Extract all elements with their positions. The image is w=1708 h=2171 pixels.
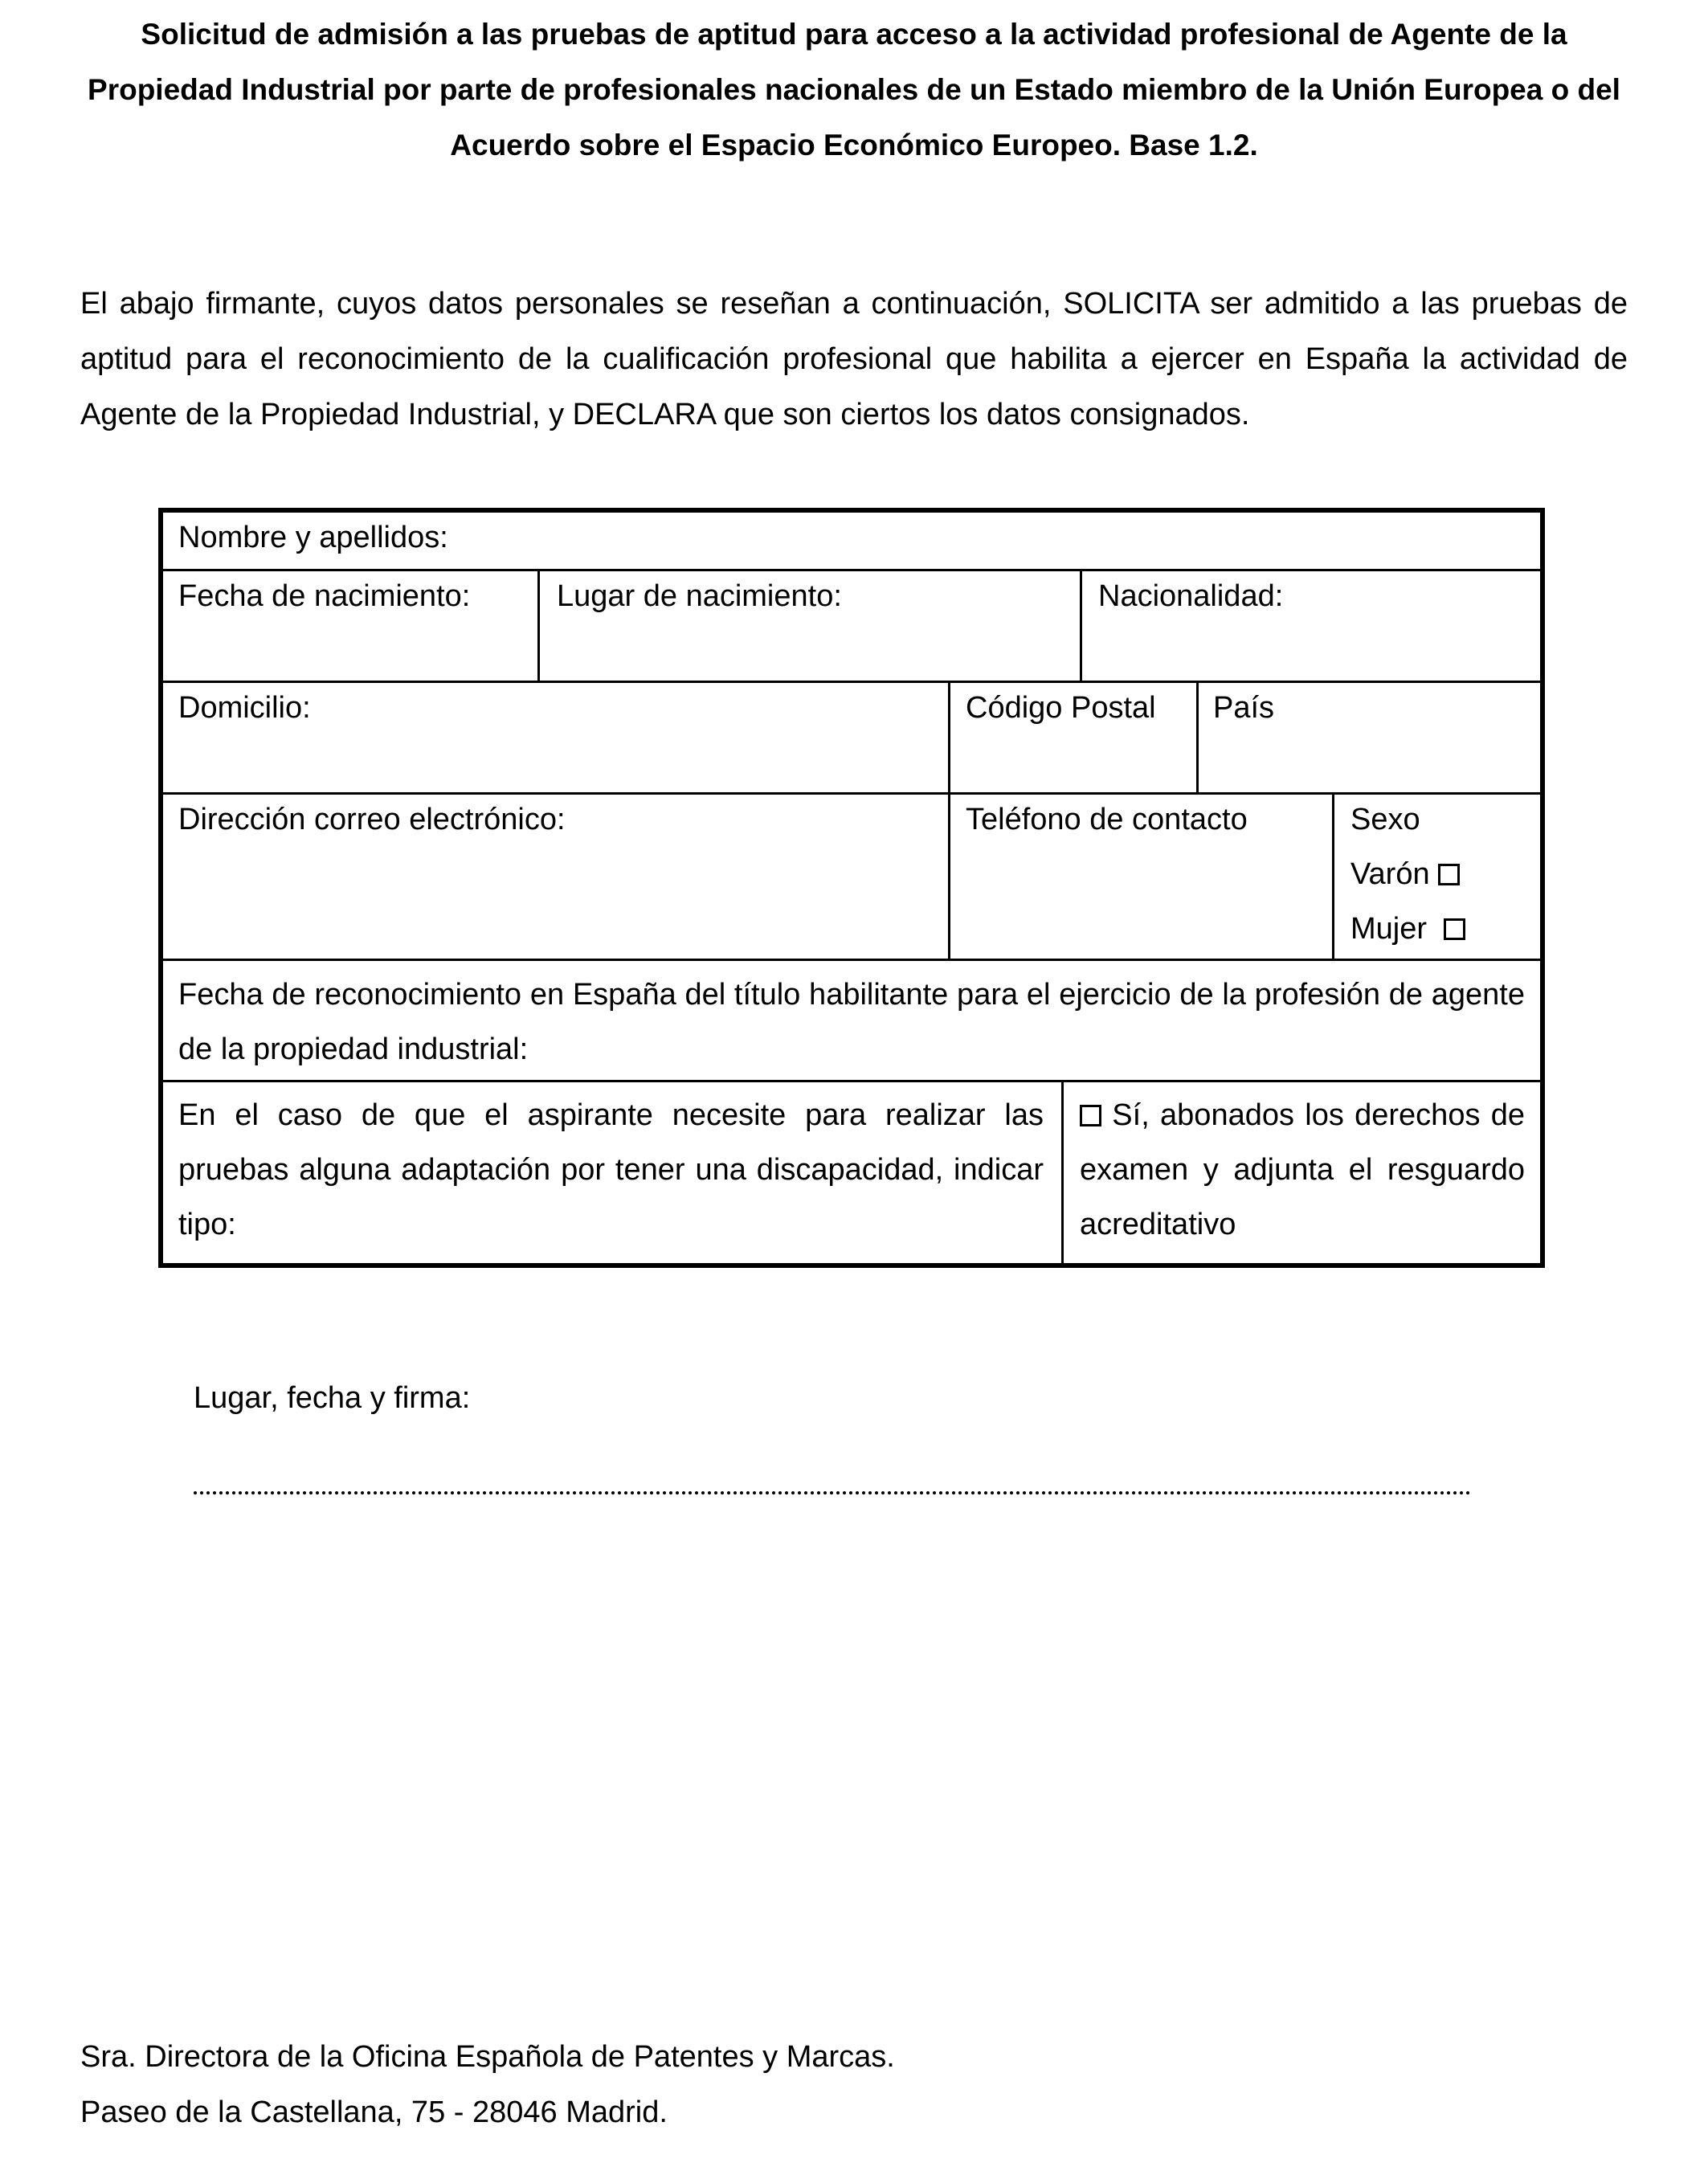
signature-line[interactable] [194,1486,1471,1494]
sexo-label: Sexo [1350,803,1420,836]
pais-field[interactable]: País [1213,691,1275,725]
sexo-group [1350,792,1465,956]
row-divider [163,681,1540,683]
footer-recipient: Sra. Directora de la Oficina Española de Patentes y Marcas. [80,2040,895,2074]
nombre-field[interactable]: Nombre y apellidos: [178,521,448,554]
mujer-option[interactable] [1350,902,1465,956]
derechos-label: Sí, abonados los derechos de examen y adjunta el resguardo acreditativo [1080,1098,1526,1241]
column-divider [1332,792,1334,960]
footer-address [80,2030,895,2140]
telefono-field[interactable]: Teléfono de contacto [966,803,1248,836]
application-form [158,508,1545,1268]
derechos-option[interactable] [1080,1088,1525,1252]
email-field[interactable]: Dirección correo electrónico: [178,803,566,836]
domicilio-field[interactable]: Domicilio: [178,691,311,725]
intro-paragraph: El abajo firmante, cuyos datos personales se reseñan a continuación, SOLICITA ser admitido a las pruebas de aptitud para el reconocimiento de la cualificación profesional que habilita a ejercer en España la actividad de Agente de la Propiedad Industrial, y DECLARA que son ciertos los datos consignados. [80,287,1628,431]
lugar-nacimiento-field[interactable]: Lugar de nacimiento: [557,579,842,613]
signature-label: Lugar, fecha y firma: [194,1381,471,1415]
fecha-reconocimiento-field[interactable]: Fecha de reconocimiento en España del título habilitante para el ejercicio de la profesión de agente de la propiedad industrial: [178,978,1525,1066]
varon-option[interactable] [1350,847,1465,902]
column-divider [948,681,950,960]
column-divider [537,569,540,682]
row-divider [163,1080,1540,1082]
codigo-postal-field[interactable]: Código Postal [966,691,1156,725]
column-divider [1061,1080,1064,1268]
document-title: Solicitud de admisión a las pruebas de aptitud para acceso a la actividad profesional de Agente de la Propiedad Industrial por parte de profesionales nacionales de un Estado miembro de la Unión Europea o del Acuerdo sobre el Espacio Económico Europeo. Base 1.2. [88,18,1620,161]
discapacidad-field[interactable]: En el caso de que el aspirante necesite para realizar las pruebas alguna adaptación por tener una discapacidad, indicar tipo: [178,1098,1044,1241]
mujer-label: Mujer [1350,912,1428,946]
column-divider [1196,681,1199,794]
varon-label: Varón [1350,857,1430,891]
varon-checkbox[interactable] [1438,864,1460,885]
mujer-checkbox[interactable] [1444,918,1465,940]
footer-street: Paseo de la Castellana, 75 - 28046 Madrid. [80,2095,668,2129]
fecha-nacimiento-field[interactable]: Fecha de nacimiento: [178,579,471,613]
nacionalidad-field[interactable]: Nacionalidad: [1098,579,1284,613]
derechos-checkbox[interactable] [1080,1105,1101,1126]
column-divider [1080,569,1082,682]
